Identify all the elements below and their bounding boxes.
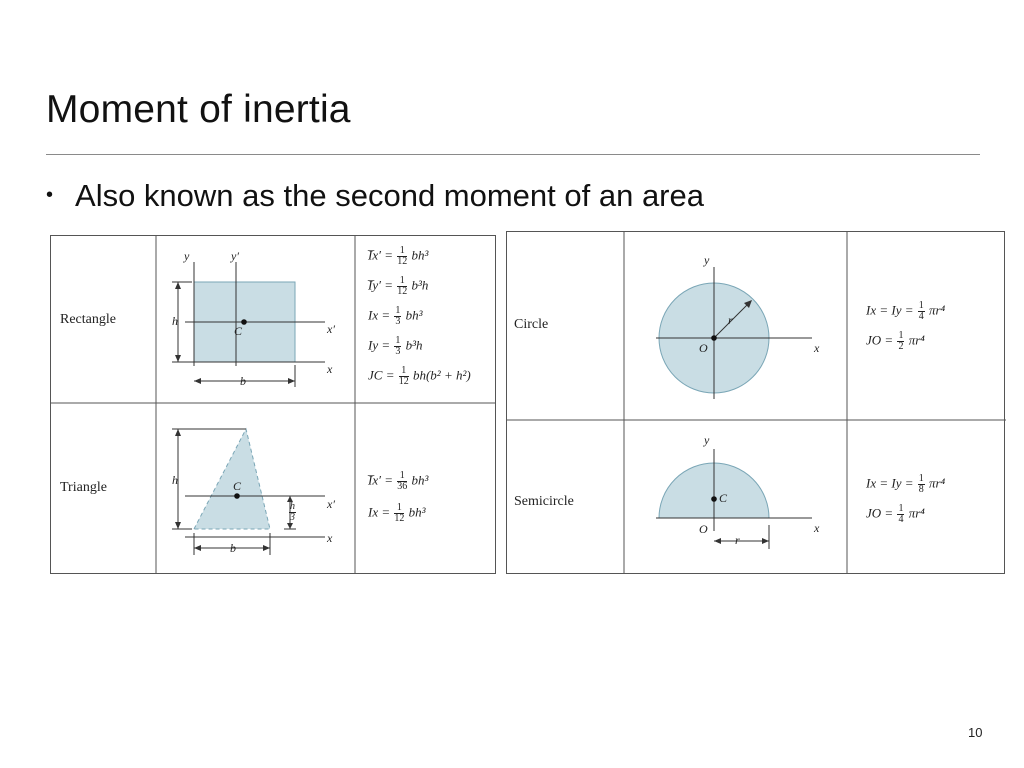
circle-x-label: x [814,341,820,355]
right-table-grid [506,231,1006,574]
circle-figure [656,267,812,399]
rect-formula-2-den: 12 [397,286,408,297]
semicircle-name: Semicircle [514,494,574,509]
circle-formula-2-fraction [897,331,904,352]
circle-formula-2-rhs: πr⁴ [908,332,925,348]
circle-name: Circle [514,317,549,332]
left-table-drawing [50,235,496,575]
rect-formula-5-den: 12 [398,376,409,387]
circle-formula-1 [866,301,945,322]
tri-h-over-3-fraction [289,502,296,523]
rect-formula-1-lhs: I̅x′ = [368,247,393,263]
tri-centroid-label: C [233,479,242,493]
right-table-drawing [506,231,1006,575]
rect-y-label: y [184,249,190,263]
semicircle-formula-2-rhs: πr⁴ [908,505,925,521]
rect-centroid-label: C [234,324,243,338]
tri-b-label: b [230,541,236,555]
rect-formula-3-den: 3 [395,316,401,327]
circle-formula-1-den: 4 [918,311,924,322]
circle-formula-2-lhs: JO = [866,332,894,348]
circle-center-dot [711,335,717,341]
semicircle-formula-1-num: 1 [918,473,924,484]
rect-formula-2-lhs: I̅y′ = [368,277,393,293]
circle-formula-1-fraction [918,301,925,322]
circle-y-label: y [704,253,710,267]
rect-formula-2-fraction [397,276,407,297]
rect-formula-5-num: 1 [399,366,409,377]
triangle-name: Triangle [60,480,107,495]
rect-formula-2-num: 1 [397,276,407,287]
rect-formula-3 [368,306,423,327]
semicircle-r-label: r [735,533,740,547]
rect-formula-1 [368,246,428,267]
semicircle-c-label: C [719,491,728,505]
circle-formula-2-den: 2 [898,341,904,352]
rect-y-prime-label: y′ [231,249,239,263]
semicircle-figure [656,449,812,549]
tri-h-over-3-label [288,502,297,523]
bullet-text: Also known as the second moment of an area [75,178,704,213]
tri-h3-den: 3 [290,512,295,523]
semicircle-formula-1 [866,474,945,495]
triangle-centroid-dot [234,493,240,499]
rect-h-label: h [172,314,178,328]
semicircle-formula-1-lhs: Ix = Iy = [866,475,914,491]
rect-formula-3-fraction [394,306,401,327]
circle-r-label: r [728,313,733,327]
semicircle-formula-1-fraction [918,474,925,495]
tri-formula-2-rhs: bh³ [408,504,426,520]
circle-formula-1-lhs: Ix = Iy = [866,302,914,318]
tri-h-label: h [172,473,178,487]
semicircle-formula-2 [866,504,925,525]
rect-b-label: b [240,374,246,388]
slide-title: Moment of inertia [46,88,351,131]
rect-formula-1-fraction [397,246,407,267]
tri-h3-num: h [290,501,295,512]
rect-formula-4-lhs: Iy = [368,337,391,353]
semicircle-x-label: x [814,521,820,535]
rectangle-centroid-dot [241,319,247,325]
tri-formula-2-den: 12 [394,513,405,524]
title-divider [46,154,980,155]
page-number: 10 [968,725,983,740]
rect-formula-5-rhs: bh(b² + h²) [412,367,471,383]
rect-formula-4 [368,336,423,357]
rect-formula-3-num: 1 [395,305,401,316]
rect-formula-1-rhs: bh³ [411,247,429,263]
semicircle-formula-2-den: 4 [898,514,904,525]
tri-x-label: x [327,531,333,545]
triangle-shape [194,429,270,529]
left-properties-table [50,235,496,575]
rect-formula-1-num: 1 [397,246,407,257]
semicircle-formula-2-fraction [897,504,904,525]
rect-formula-4-fraction [394,336,401,357]
semicircle-o-label: O [699,522,708,536]
semicircle-formula-1-rhs: πr⁴ [929,475,946,491]
tri-formula-2-fraction [394,503,404,524]
rect-x-prime-label: x′ [327,322,335,336]
right-properties-table [506,231,1006,575]
tri-formula-2-num: 1 [394,503,404,514]
rect-formula-4-num: 1 [395,335,401,346]
tri-formula-1-rhs: bh³ [411,472,429,488]
tri-formula-1-fraction [397,471,407,492]
tri-formula-1-den: 36 [397,481,408,492]
circle-formula-1-num: 1 [918,300,924,311]
circle-formula-2 [866,331,925,352]
circle-formula-1-rhs: πr⁴ [929,302,946,318]
semicircle-centroid-dot [711,496,717,502]
bullet-item [46,178,704,214]
tri-formula-2-lhs: Ix = [368,504,391,520]
rect-formula-5-lhs: JC = [368,367,395,383]
rect-formula-2-rhs: b³h [411,277,429,293]
rect-formula-4-den: 3 [395,346,401,357]
rect-formula-1-den: 12 [397,256,408,267]
rectangle-figure [172,262,325,387]
circle-o-label: O [699,341,708,355]
rect-formula-4-rhs: b³h [405,337,423,353]
semicircle-y-label: y [704,433,710,447]
rect-x-label: x [327,362,333,376]
bullet-dot: • [46,184,54,206]
tri-formula-2 [368,503,426,524]
rect-formula-3-rhs: bh³ [405,307,423,323]
semicircle-formula-2-num: 1 [898,503,904,514]
circle-formula-2-num: 1 [898,330,904,341]
rect-formula-5-fraction [399,366,409,387]
tri-x-prime-label: x′ [327,497,335,511]
tri-formula-1-lhs: I̅x′ = [368,472,393,488]
tri-formula-1-num: 1 [397,471,407,482]
rectangle-name: Rectangle [60,312,116,327]
rect-formula-5 [368,366,471,387]
semicircle-formula-2-lhs: JO = [866,505,894,521]
tri-formula-1 [368,471,428,492]
triangle-figure [172,429,325,555]
semicircle-formula-1-den: 8 [918,484,924,495]
rect-formula-2 [368,276,428,297]
rect-formula-3-lhs: Ix = [368,307,391,323]
